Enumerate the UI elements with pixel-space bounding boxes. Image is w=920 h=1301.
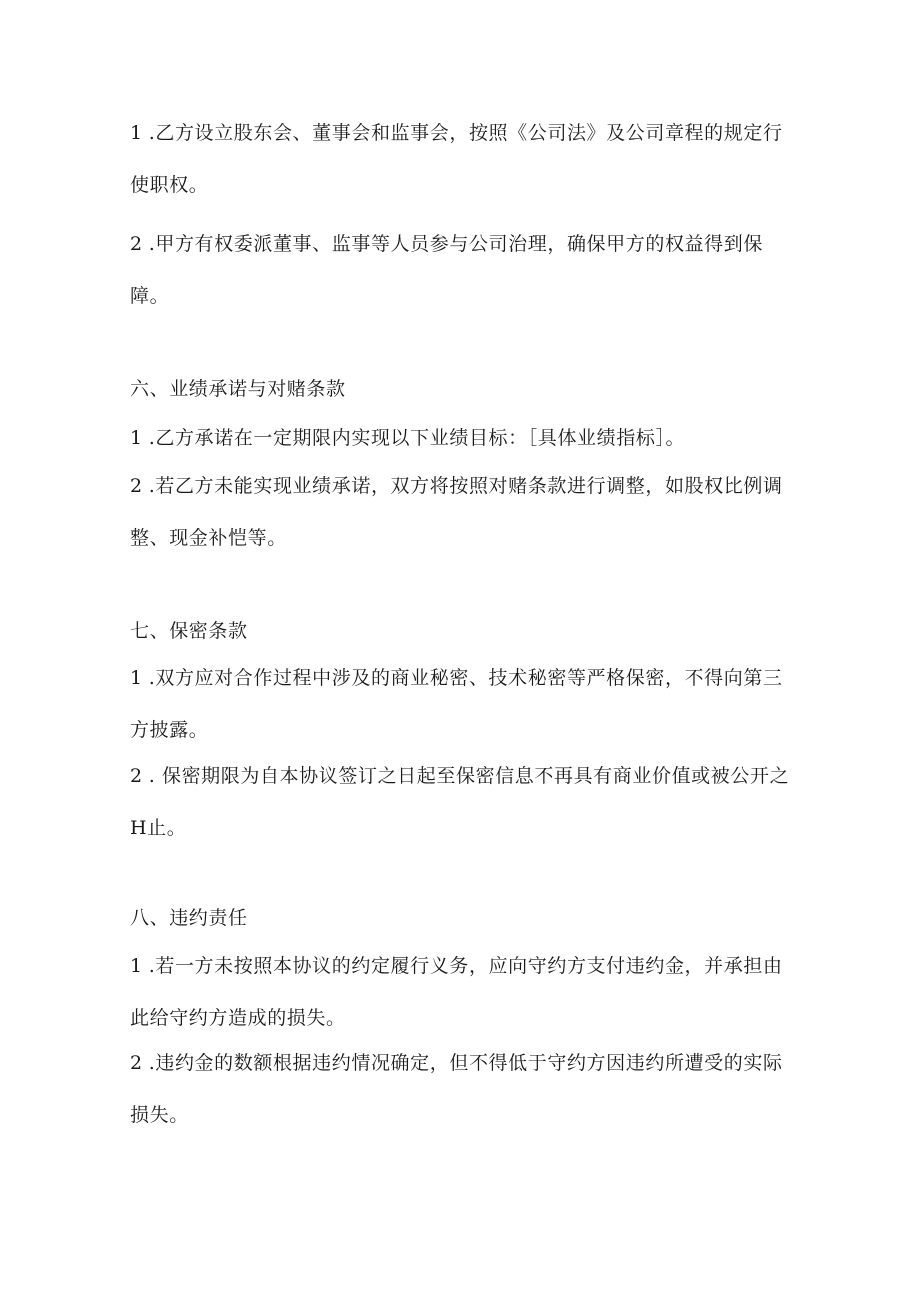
clause-5-1 [130, 107, 790, 211]
clause-8-2 [130, 1037, 790, 1141]
clause-5-2 [130, 218, 790, 322]
clause-number: 1 [130, 122, 143, 144]
clause-7-2 [130, 750, 790, 854]
clause-number: 2 [130, 233, 143, 255]
clause-number: 1 [130, 667, 143, 689]
clause-6-1 [130, 412, 790, 464]
section-heading-7: 七、保密条款 [130, 620, 248, 642]
clause-text: .甲方有权委派董事、监事等人员参与公司治理，确保甲方的权益得到保障。 [130, 233, 763, 307]
clause-8-1 [130, 940, 790, 1044]
clause-text: .双方应对合作过程中涉及的商业秘密、技术秘密等严格保密，不得向第三方披露。 [130, 667, 783, 741]
clause-text: .乙方设立股东会、董事会和监事会，按照《公司法》及公司章程的规定行使职权。 [130, 122, 783, 196]
clause-text: .乙方承诺在一定期限内实现以下业绩目标：［具体业绩指标］。 [148, 427, 686, 449]
section-heading-8: 八、违约责任 [130, 907, 248, 929]
clause-number: 2 [130, 765, 143, 787]
clause-number: 1 [130, 955, 143, 977]
clause-number: 2 [130, 1052, 143, 1074]
clause-7-1 [130, 652, 790, 756]
section-heading-6: 六、业绩承诺与对赌条款 [130, 378, 346, 400]
clause-text: . 保密期限为自本协议签订之日起至保密信息不再具有商业价值或被公开之H止。 [130, 765, 790, 839]
clause-6-2 [130, 460, 790, 564]
clause-text: .若一方未按照本协议的约定履行义务，应向守约方支付违约金，并承担由此给守约方造成的损失。 [130, 955, 783, 1029]
clause-number: 1 [130, 427, 143, 449]
clause-number: 2 [130, 475, 143, 497]
clause-text: .若乙方未能实现业绩承诺，双方将按照对赌条款进行调整，如股权比例调整、现金补恺等。 [130, 475, 783, 549]
clause-text: .违约金的数额根据违约情况确定，但不得低于守约方因违约所遭受的实际损失。 [130, 1052, 783, 1126]
